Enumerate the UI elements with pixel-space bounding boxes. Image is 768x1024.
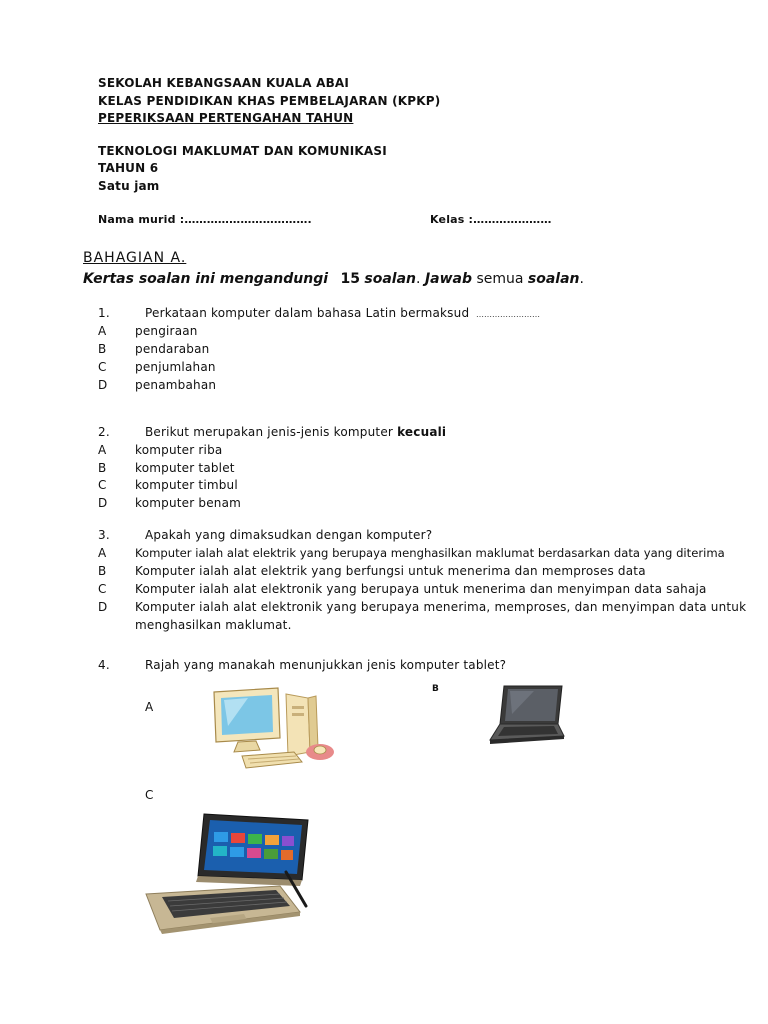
option-text: Komputer ialah alat elektronik yang berupaya menerima, memproses, dan menyimpan data untuk: [135, 600, 747, 614]
instruction-part: semua: [476, 271, 524, 287]
option-letter: C: [145, 788, 154, 802]
option-letter: D: [98, 378, 108, 392]
instruction-part: .: [579, 271, 584, 287]
desktop-computer-image: [208, 686, 336, 772]
option-text: pengiraan: [135, 324, 198, 338]
question-stem: Apakah yang dimaksudkan dengan komputer?: [145, 528, 433, 542]
option-text: penambahan: [135, 378, 217, 392]
instruction-part: Jawab: [424, 271, 472, 287]
option-text: Komputer ialah alat elektrik yang berupaya menghasilkan maklumat berdasarkan data yang diterima: [135, 546, 725, 560]
duration-label: Satu jam: [98, 179, 160, 193]
tablet-computer-image: [140, 802, 310, 942]
option-letter: B: [432, 684, 439, 694]
option-letter: B: [98, 564, 107, 578]
question-stem: Perkataan komputer dalam bahasa Latin bermaksud: [145, 306, 470, 320]
instruction-part: Kertas soalan ini mengandungi: [83, 271, 329, 287]
instruction-part: 15: [340, 271, 360, 287]
option-letter: C: [98, 478, 107, 492]
instruction-part: soalan: [364, 271, 417, 287]
option-text-continued: menghasilkan maklumat.: [135, 618, 292, 632]
option-text: pendaraban: [135, 342, 210, 356]
subject-title: TEKNOLOGI MAKLUMAT DAN KOMUNIKASI: [98, 144, 387, 158]
option-letter: B: [98, 461, 107, 475]
question-number: 2.: [98, 425, 110, 439]
question-number: 1.: [98, 306, 110, 320]
year-label: TAHUN 6: [98, 161, 159, 175]
option-text: komputer tablet: [135, 461, 235, 475]
option-text: penjumlahan: [135, 360, 216, 374]
section-title: BAHAGIAN A.: [83, 250, 187, 266]
option-letter: D: [98, 496, 108, 510]
question-stem: Rajah yang manakah menunjukkan jenis komputer tablet?: [145, 658, 507, 672]
class-field: Kelas :…………………: [430, 213, 552, 226]
exam-title: PEPERIKSAAN PERTENGAHAN TAHUN: [98, 111, 354, 125]
option-letter: D: [98, 600, 108, 614]
laptop-image: [486, 684, 566, 748]
stem-emphasis: kecuali: [397, 425, 447, 439]
option-letter: C: [98, 360, 107, 374]
option-text: Komputer ialah alat elektronik yang berupaya untuk menerima dan menyimpan data sahaja: [135, 582, 707, 596]
option-letter: A: [98, 324, 107, 338]
question-stem: [145, 425, 446, 439]
instruction-part: .: [416, 271, 421, 287]
option-text: komputer riba: [135, 443, 223, 457]
question-number: 3.: [98, 528, 110, 542]
section-instruction: [83, 271, 584, 287]
student-name-field: Nama murid :…………………………….: [98, 213, 312, 226]
stem-text: Berikut merupakan jenis-jenis komputer: [145, 425, 394, 439]
class-name: KELAS PENDIDIKAN KHAS PEMBELAJARAN (KPKP): [98, 94, 441, 108]
option-text: komputer timbul: [135, 478, 238, 492]
option-text: Komputer ialah alat elektrik yang berfungsi untuk menerima dan memproses data: [135, 564, 646, 578]
option-letter: C: [98, 582, 107, 596]
school-name: SEKOLAH KEBANGSAAN KUALA ABAI: [98, 76, 350, 90]
option-letter: B: [98, 342, 107, 356]
question-number: 4.: [98, 658, 110, 672]
option-text: komputer benam: [135, 496, 242, 510]
option-letter: A: [98, 546, 107, 560]
answer-blank: ……………………: [476, 310, 540, 319]
option-letter: A: [98, 443, 107, 457]
option-letter: A: [145, 700, 154, 714]
instruction-part: soalan: [527, 271, 580, 287]
